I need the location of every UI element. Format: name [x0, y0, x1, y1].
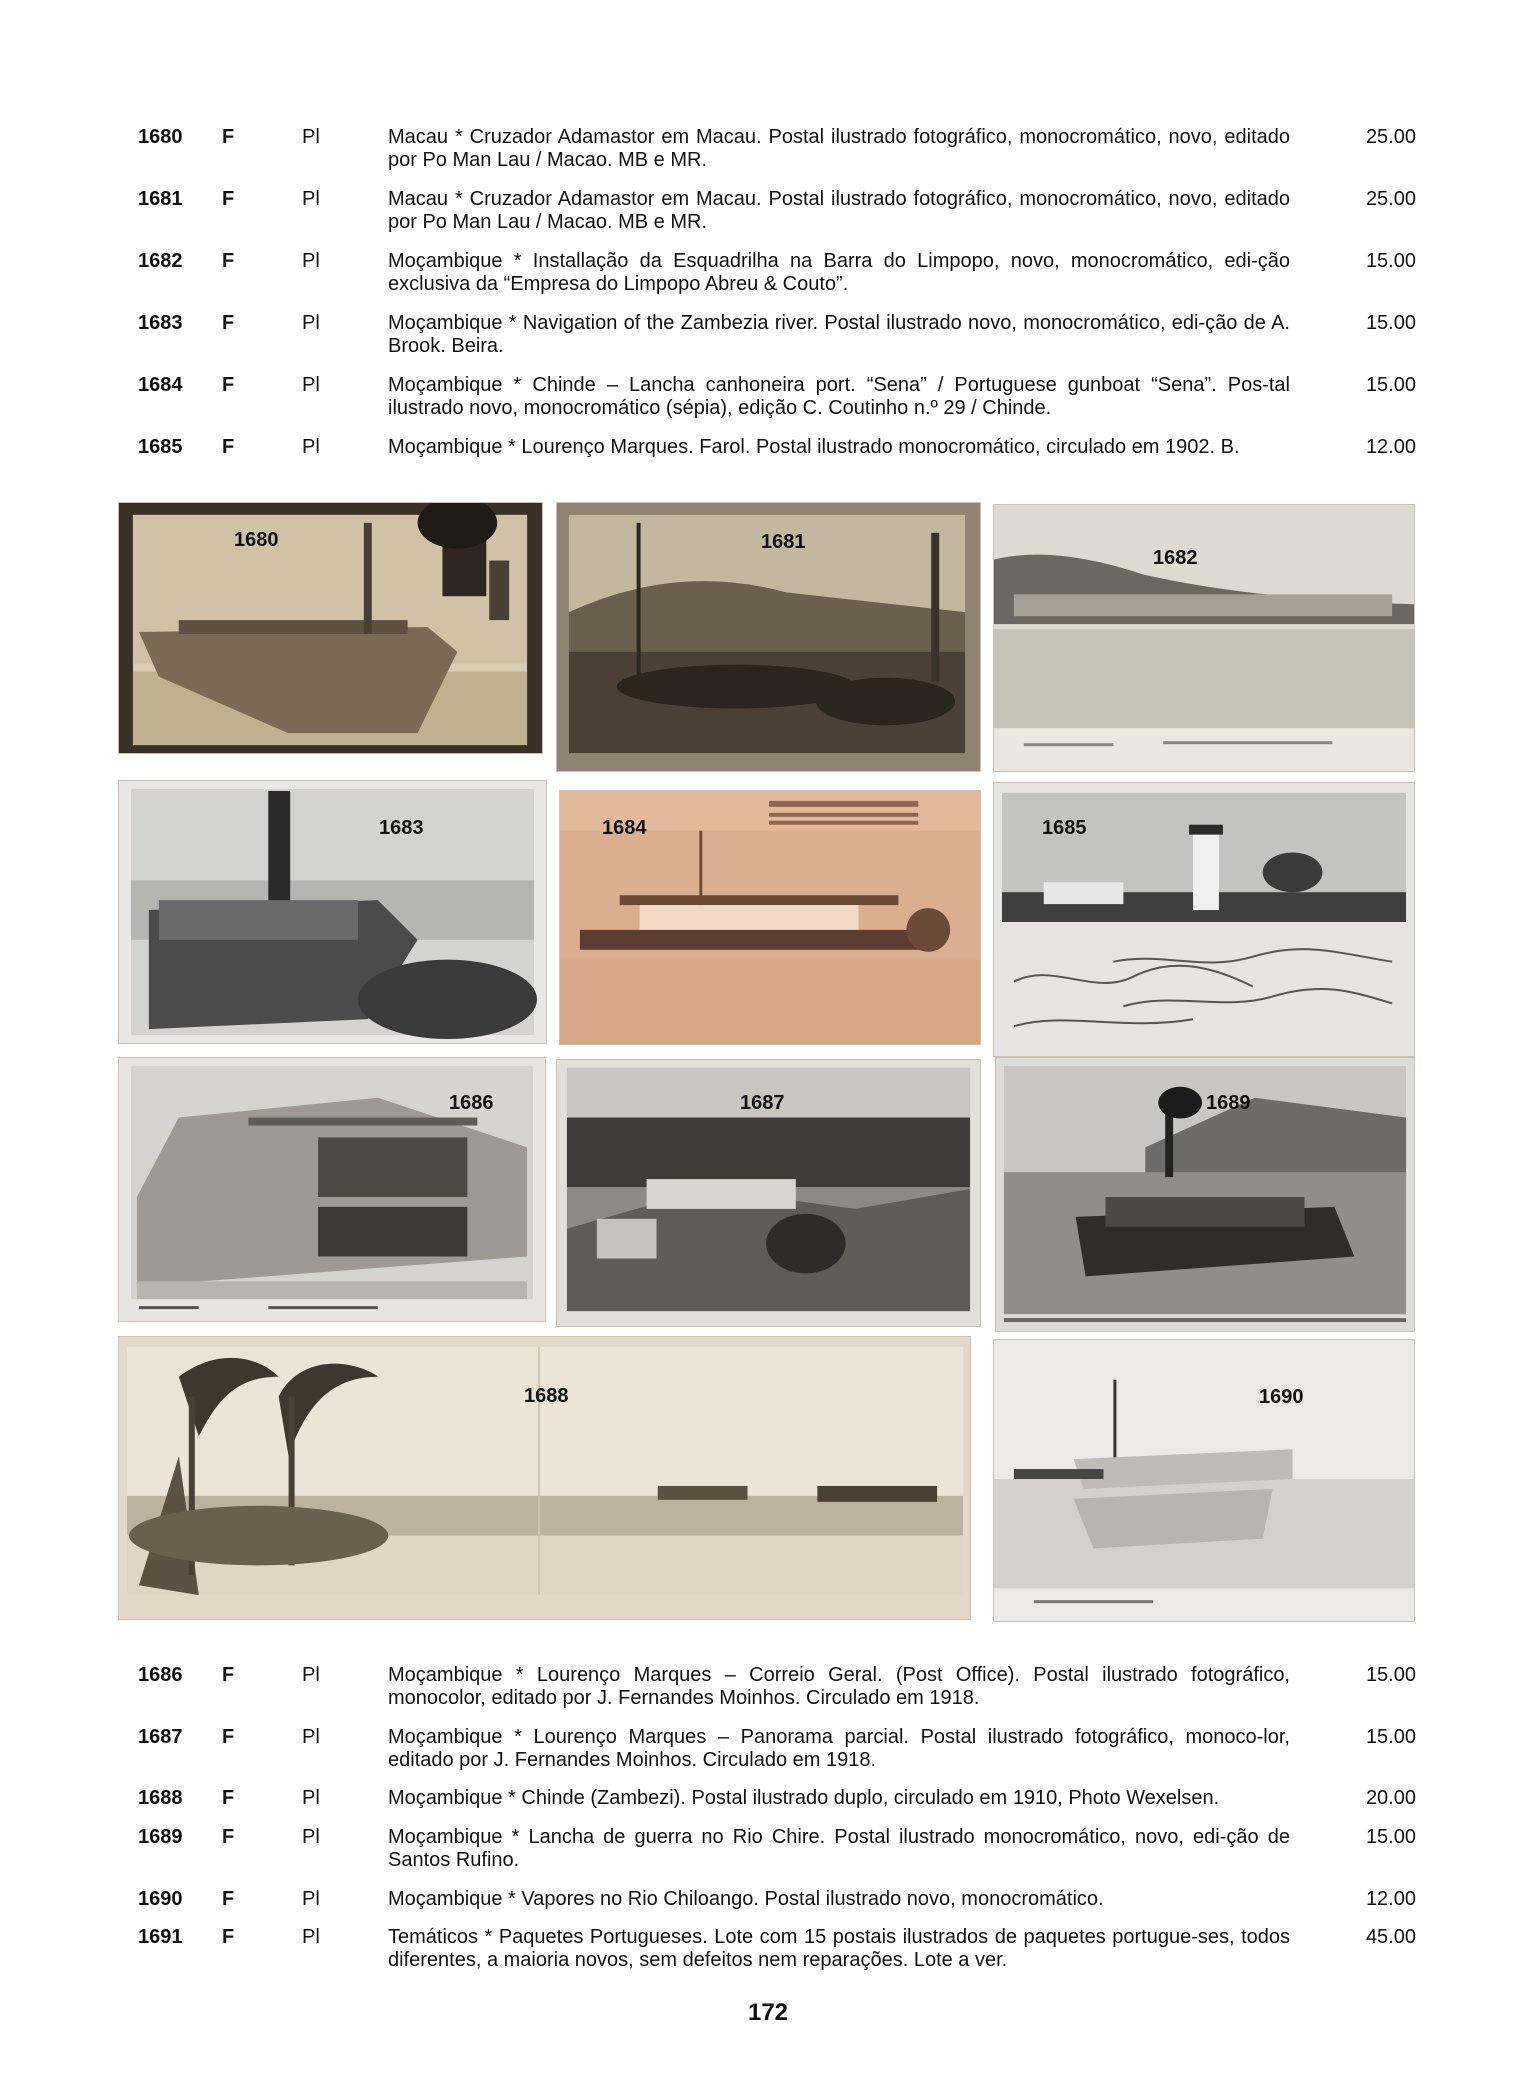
lot-number: 1689 [138, 1826, 183, 1848]
lot-row [138, 1664, 1416, 1716]
lot-number: 1681 [138, 188, 183, 210]
lot-row [138, 374, 1416, 426]
lot-condition: F [222, 188, 235, 210]
page-number: 172 [747, 1999, 789, 2026]
lot-description: Moçambique * Chinde (Zambezi). Postal ilustrado duplo, circulado em 1910, Photo Wexelsen. [388, 1787, 1220, 1809]
lot-condition: F [222, 1787, 235, 1809]
lot-condition: F [222, 250, 235, 272]
lot-price: 15.00 [1365, 250, 1416, 272]
lot-description: Moçambique * Installação da Esquadrilha na Barra do Limpopo, novo, monocromático, edi-ção exclusiva da “Empresa do Limpopo Abreu & Couto”. [388, 250, 1290, 295]
lot-number: 1682 [138, 250, 183, 272]
lot-condition: F [222, 312, 235, 334]
lot-condition: F [222, 126, 235, 148]
lot-type: Pl [302, 250, 320, 272]
postcard-label: 1686 [449, 1092, 494, 1114]
postcard-1683 [118, 780, 547, 1044]
lot-number: 1686 [138, 1664, 183, 1686]
lot-description: Macau * Cruzador Adamastor em Macau. Postal ilustrado fotográfico, monocromático, novo, editado por Po Man Lau / Macao. MB e MR. [388, 126, 1290, 171]
lot-type: Pl [302, 1726, 320, 1748]
postcard-label: 1689 [1206, 1092, 1251, 1114]
chinde-panorama-photo [119, 1337, 970, 1619]
lot-type: Pl [302, 1888, 320, 1910]
lot-price: 25.00 [1365, 126, 1416, 148]
lot-description: Temáticos * Paquetes Portugueses. Lote com 15 postais ilustrados de paquetes portugue-ses, todos diferentes, a maioria novos, sem defeitos nem reparações. Lote a ver. [388, 1926, 1290, 1971]
lot-row [138, 1926, 1416, 1978]
lot-number: 1685 [138, 436, 183, 458]
lot-type: Pl [302, 436, 320, 458]
postcard-1681 [556, 502, 981, 772]
lot-condition: F [222, 1726, 235, 1748]
lot-type: Pl [302, 1926, 320, 1948]
lot-type: Pl [302, 188, 320, 210]
postcard-label: 1680 [234, 529, 279, 551]
river-steamer-photo [119, 781, 546, 1043]
postcard-label: 1684 [602, 817, 647, 839]
lot-row [138, 126, 1416, 178]
lot-price: 25.00 [1365, 188, 1416, 210]
lot-type: Pl [302, 1664, 320, 1686]
postcard-label: 1687 [740, 1092, 785, 1114]
postcard-1687 [556, 1059, 981, 1327]
lot-type: Pl [302, 126, 320, 148]
lot-price: 45.00 [1365, 1926, 1416, 1948]
lot-description: Macau * Cruzador Adamastor em Macau. Postal ilustrado fotográfico, monocromático, novo, editado por Po Man Lau / Macao. MB e MR. [388, 188, 1290, 233]
lot-description: Moçambique * Vapores no Rio Chiloango. Postal ilustrado novo, monocromático. [388, 1888, 1104, 1910]
lot-number: 1691 [138, 1926, 183, 1948]
river-gunboat-photo [996, 1058, 1414, 1331]
postcard-1682 [993, 504, 1415, 772]
lot-type: Pl [302, 312, 320, 334]
lot-number: 1683 [138, 312, 183, 334]
postcard-label: 1688 [524, 1385, 569, 1407]
lot-number: 1690 [138, 1888, 183, 1910]
lot-condition: F [222, 1888, 235, 1910]
lot-description: Moçambique * Lourenço Marques. Farol. Postal ilustrado monocromático, circulado em 1902. B. [388, 436, 1240, 458]
lot-price: 15.00 [1365, 374, 1416, 396]
lot-description: Moçambique * Chinde – Lancha canhoneira port. “Sena” / Portuguese gunboat “Sena”. Pos-tal ilustrado novo, monocromático (sépia), edição C. Coutinho n.º 29 / Chinde. [388, 374, 1290, 419]
lot-number: 1687 [138, 1726, 183, 1748]
lot-price: 15.00 [1365, 1826, 1416, 1848]
postcard-1680 [118, 502, 543, 754]
lot-row [138, 436, 1416, 488]
lot-number: 1688 [138, 1787, 183, 1809]
lot-type: Pl [302, 1826, 320, 1848]
lot-description: Moçambique * Lancha de guerra no Rio Chire. Postal ilustrado monocromático, novo, edi-ção de Santos Rufino. [388, 1826, 1290, 1871]
postcard-label: 1685 [1042, 817, 1087, 839]
lot-price: 12.00 [1365, 436, 1416, 458]
lot-price: 15.00 [1365, 312, 1416, 334]
lot-condition: F [222, 1664, 235, 1686]
lot-condition: F [222, 374, 235, 396]
lot-price: 15.00 [1365, 1726, 1416, 1748]
postcard-label: 1682 [1153, 547, 1198, 569]
lot-condition: F [222, 1826, 235, 1848]
postcard-label: 1690 [1259, 1386, 1304, 1408]
postcard-1688 [118, 1336, 971, 1620]
lot-description: Moçambique * Navigation of the Zambezia river. Postal ilustrado novo, monocromático, edi-ção de A. Brook. Beira. [388, 312, 1290, 357]
beach-settlement-photo [994, 505, 1414, 771]
lot-row [138, 1826, 1416, 1878]
lot-number: 1680 [138, 126, 183, 148]
lot-description: Moçambique * Lourenço Marques – Panorama parcial. Postal ilustrado fotográfico, monoco-lor, editado por J. Fernandes Moinhos. Circulado em 1918. [388, 1726, 1290, 1771]
cruiser-photo [119, 503, 542, 753]
lot-type: Pl [302, 374, 320, 396]
postcard-label: 1681 [761, 531, 806, 553]
lot-condition: F [222, 1926, 235, 1948]
lot-number: 1684 [138, 374, 183, 396]
postcard-1690 [993, 1339, 1415, 1622]
lot-description: Moçambique * Lourenço Marques – Correio Geral. (Post Office). Postal ilustrado fotográfico, monocolor, editado por J. Fernandes Moinhos. Circulado em 1918. [388, 1664, 1290, 1709]
lot-price: 20.00 [1365, 1787, 1416, 1809]
postcard-1685 [993, 782, 1415, 1057]
lot-row [138, 250, 1416, 302]
postcard-1686 [118, 1057, 546, 1322]
postcard-label: 1683 [379, 817, 424, 839]
lot-price: 12.00 [1365, 1888, 1416, 1910]
lot-price: 15.00 [1365, 1664, 1416, 1686]
lot-row [138, 312, 1416, 364]
postcard-1689 [995, 1057, 1415, 1332]
lot-row [138, 188, 1416, 240]
lot-row [138, 1726, 1416, 1778]
lot-condition: F [222, 436, 235, 458]
lot-type: Pl [302, 1787, 320, 1809]
river-steamers-photo [994, 1340, 1414, 1621]
postcard-1684 [559, 790, 981, 1045]
